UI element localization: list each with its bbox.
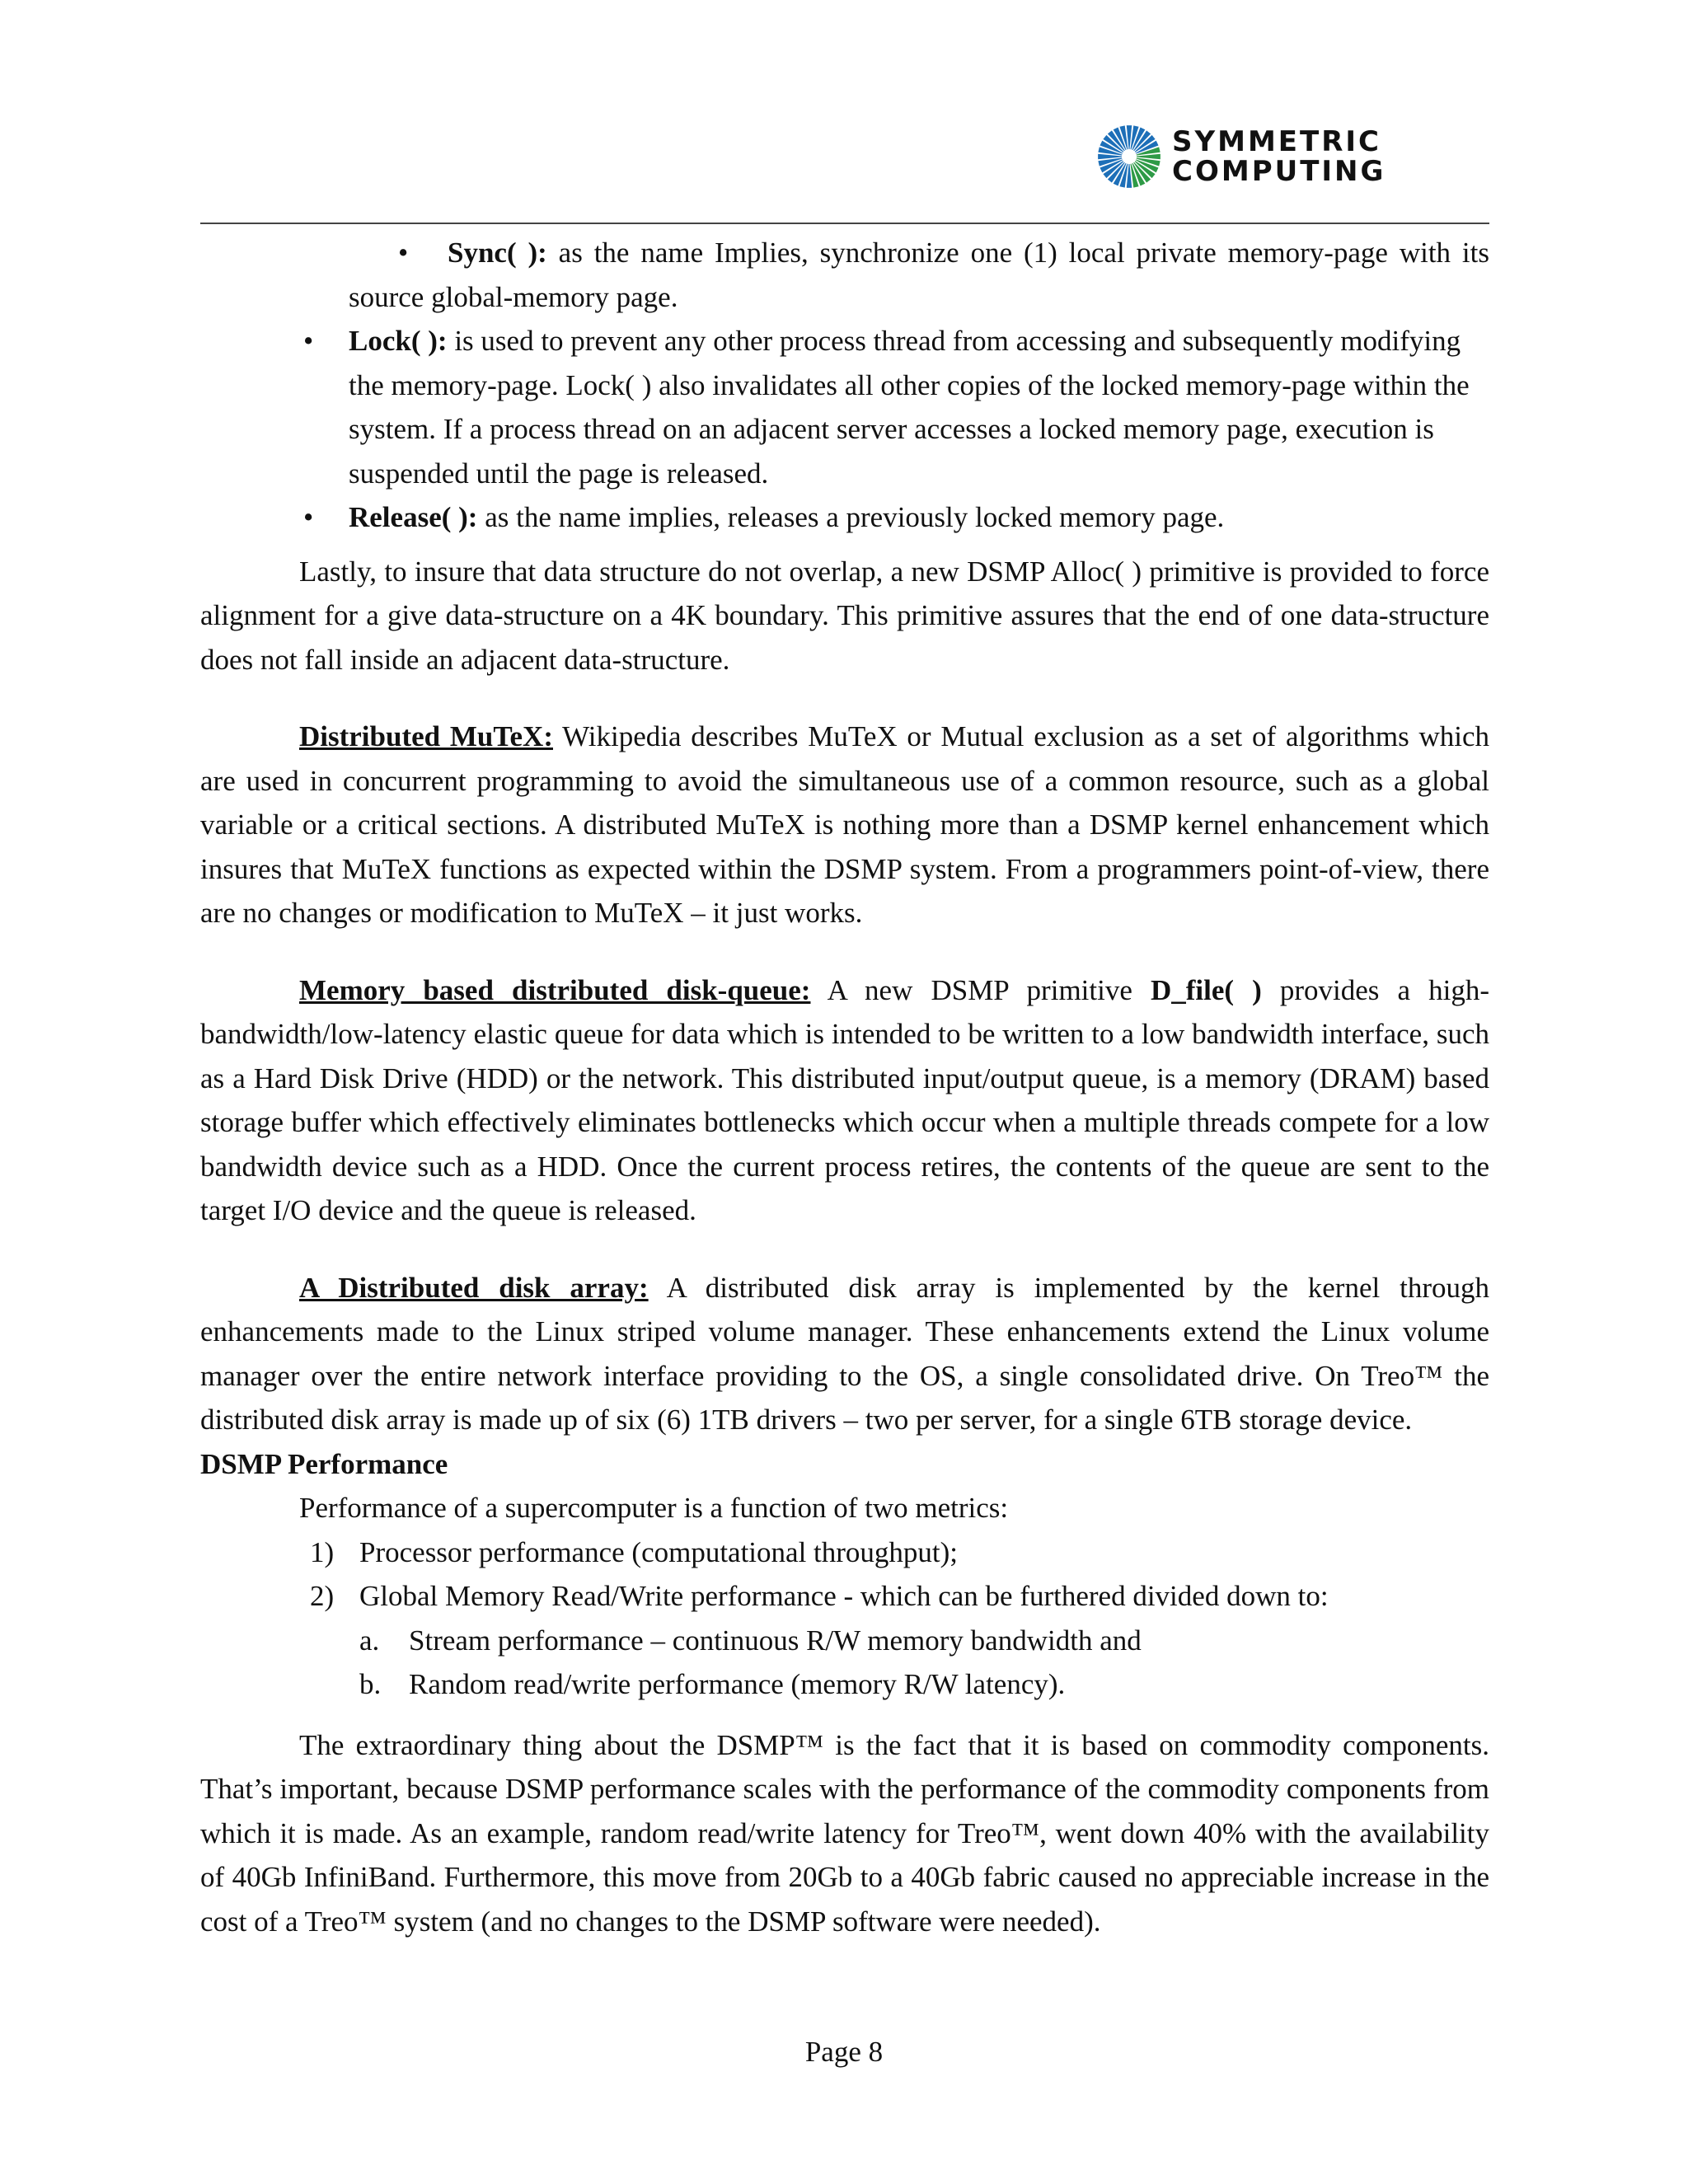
bullet-release	[200, 495, 1489, 540]
paragraph-alloc: Lastly, to insure that data structure do not overlap, a new DSMP Alloc( ) primitive is provided to force alignment for a give data-structure on a 4K boundary. This primitive assures that the end of one data-structure does not fall inside an adjacent data-structure.	[200, 555, 1489, 676]
bullet-sync	[200, 231, 1489, 319]
section-heading-performance: DSMP Performance	[200, 1447, 448, 1480]
metrics-list	[200, 1530, 1489, 1619]
company-logo	[1096, 124, 1484, 190]
list-item	[200, 1574, 1489, 1619]
list-item	[200, 1619, 1489, 1663]
bullet-icon: •	[398, 237, 409, 269]
paragraph-closing: The extraordinary thing about the DSMP™ is the fact that it is based on commodity components. That’s important, because DSMP performance scales with the performance of the commodity components from which it is made. As an example, random read/write latency for Treo™, went down 40% with the availability of 40Gb InfiniBand. Furthermore, this move from 20Gb to a 40Gb fabric caused no appreciable increase in the cost of a Treo™ system (and no changes to the DSMP software were needed).	[200, 1728, 1489, 1938]
bullet-lock	[200, 319, 1489, 495]
header-divider	[200, 223, 1489, 224]
bullet-term: Release( ):	[349, 501, 478, 533]
bullet-text: as the name Implies, synchronize one (1) local private memory-page with its source global-memory page.	[349, 237, 1489, 313]
performance-intro: Performance of a supercomputer is a function of two metrics:	[299, 1492, 1009, 1524]
paragraph-disk-array	[200, 1266, 1489, 1442]
paragraph-disk-queue	[200, 968, 1489, 1233]
disk-array-text: A distributed disk array is implemented by the kernel through enhancements made to the Linux striped volume manager. These enhancements extend the Linux volume manager over the entire network interface providing to the OS, a single consolidated drive. On Treo™ the distributed disk array is made up of six (6) 1TB drivers – two per server, for a single 6TB storage device.	[200, 1271, 1489, 1436]
page-number: Page 8	[804, 2036, 884, 2068]
bullet-text: as the name implies, releases a previously locked memory page.	[477, 501, 1225, 533]
logo-line-1: SYMMETRIC	[1172, 125, 1381, 158]
list-item-text: Stream performance – continuous R/W memory bandwidth and	[409, 1624, 1142, 1657]
bullet-icon: •	[303, 501, 314, 533]
list-letter: b.	[359, 1668, 382, 1700]
mutex-text: Wikipedia describes MuTeX or Mutual exclusion as a set of algorithms which are used in concurrent programming to avoid the simultaneous use of a common resource, such as a global variable or a critical sections. A distributed MuTeX is nothing more than a DSMP kernel enhancement which insures that MuTeX functions as expected within the DSMP system. From a programmers point-of-view, there are no changes or modification to MuTeX – it just works.	[200, 720, 1490, 929]
list-item-text: Global Memory Read/Write performance - which can be furthered divided down to:	[359, 1580, 1329, 1612]
bullet-icon: •	[303, 325, 314, 357]
section-heading-disk-array: A Distributed disk array:	[299, 1271, 649, 1304]
sunburst-logo-icon	[1096, 124, 1162, 190]
list-number: 2)	[310, 1580, 335, 1612]
list-item-text: Processor performance (computational throughput);	[359, 1535, 959, 1568]
bullet-text: is used to prevent any other process thread from accessing and subsequently modifying the memory-page. Lock( ) also invalidates all other copies of the locked memory-page within the system. If a process thread on an adjacent server accesses a locked memory page, execution is suspended until the page is released.	[349, 325, 1470, 490]
paragraph-mutex	[200, 715, 1489, 935]
section-heading-disk-queue: Memory based distributed disk-queue:	[299, 973, 811, 1006]
list-item-text: Random read/write performance (memory R/W latency).	[409, 1668, 1066, 1700]
section-heading-mutex: Distributed MuTeX:	[299, 720, 553, 752]
list-item	[200, 1530, 1489, 1575]
memory-metrics-sublist	[200, 1619, 1489, 1707]
list-item	[200, 1662, 1489, 1707]
page-content	[200, 231, 1489, 1943]
logo-wordmark	[1172, 127, 1386, 186]
disk-queue-text-a: A new DSMP primitive	[810, 973, 1151, 1006]
bullet-term: Sync( ):	[448, 237, 547, 269]
primitive-list	[200, 231, 1489, 540]
list-letter: a.	[359, 1624, 380, 1657]
bullet-term: Lock( ):	[349, 325, 448, 357]
disk-queue-text-b: provides a high-bandwidth/low-latency elastic queue for data which is intended to be written to a low bandwidth interface, such as a Hard Disk Drive (HDD) or the network. This distributed input/output queue, is a memory (DRAM) based storage buffer which effectively eliminates bottlenecks which occur when a multiple threads compete for a low bandwidth device such as a HDD. Once the current process retires, the contents of the queue are sent to the target I/O device and the queue is released.	[200, 973, 1489, 1226]
list-number: 1)	[310, 1535, 335, 1568]
disk-queue-primitive: D_file( )	[1150, 973, 1262, 1006]
logo-line-2: COMPUTING	[1172, 155, 1386, 188]
